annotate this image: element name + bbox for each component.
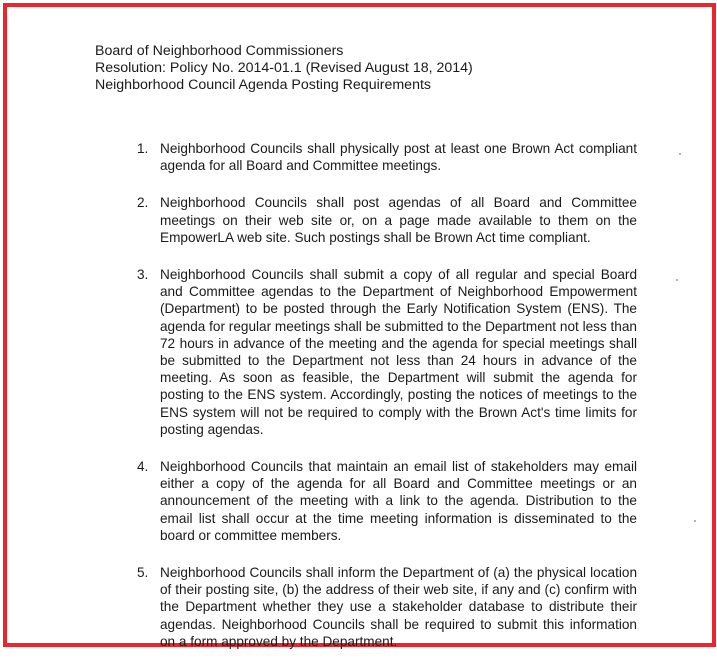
item-text: Neighborhood Councils shall submit a copy of all regular and special Board and Committee agendas to the Department of Neighborhood Empowerment (Department) to be posted through the Early Notification System (ENS). The agenda for regular meetings shall be submitted to the Department not less than 72 hours in advance of the meeting and the agenda for special meetings shall be submitted to the Department not less than 24 hours in advance of the meeting. As soon as feasible, the Department will submit the agenda for posting to the ENS system. Accordingly, posting the notices of meetings to the ENS system will not be required to comply with the Brown Act's time limits for posting agendas.	[160, 267, 637, 437]
scan-speck	[694, 520, 696, 522]
board-title: Board of Neighborhood Commissioners	[95, 43, 344, 59]
list-item	[137, 140, 637, 174]
list-item	[137, 458, 637, 544]
item-text: Neighborhood Councils shall physically post at least one Brown Act compliant agenda for all Board and Committee meetings.	[160, 141, 637, 174]
scan-speck	[679, 153, 681, 155]
item-number: 1.	[137, 141, 149, 156]
scan-speck	[676, 279, 678, 281]
list-item	[137, 194, 637, 246]
item-text: Neighborhood Councils shall inform the Department of (a) the physical location of their posting site, (b) the address of their web site, if any and (c) confirm with the Department whether they use a stakeholder database to distribute their agendas. Neighborhood Councils shall be required to submit this information on a form approved by the Department.	[160, 565, 637, 649]
list-item	[137, 564, 637, 650]
item-text: Neighborhood Councils shall post agendas of all Board and Committee meetings on their web site or, on a page made available to them on the EmpowerLA web site. Such postings shall be Brown Act time compliant.	[160, 195, 637, 245]
resolution-line: Resolution: Policy No. 2014-01.1 (Revised August 18, 2014)	[95, 60, 473, 76]
item-number: 4.	[137, 459, 149, 475]
item-number: 3.	[137, 267, 149, 283]
document-subject: Neighborhood Council Agenda Posting Requirements	[95, 77, 431, 93]
item-number: 5.	[137, 565, 149, 581]
list-item	[137, 266, 637, 438]
document-header	[95, 43, 473, 94]
item-number: 2.	[137, 195, 149, 211]
item-text: Neighborhood Councils that maintain an email list of stakeholders may email either a copy of the agenda for all Board and Committee meetings or an announcement of the meeting with a link to the agenda. Distribution to the email list shall occur at the time meeting information is disseminated to the board or committee members.	[160, 459, 637, 543]
requirements-list	[137, 140, 637, 670]
